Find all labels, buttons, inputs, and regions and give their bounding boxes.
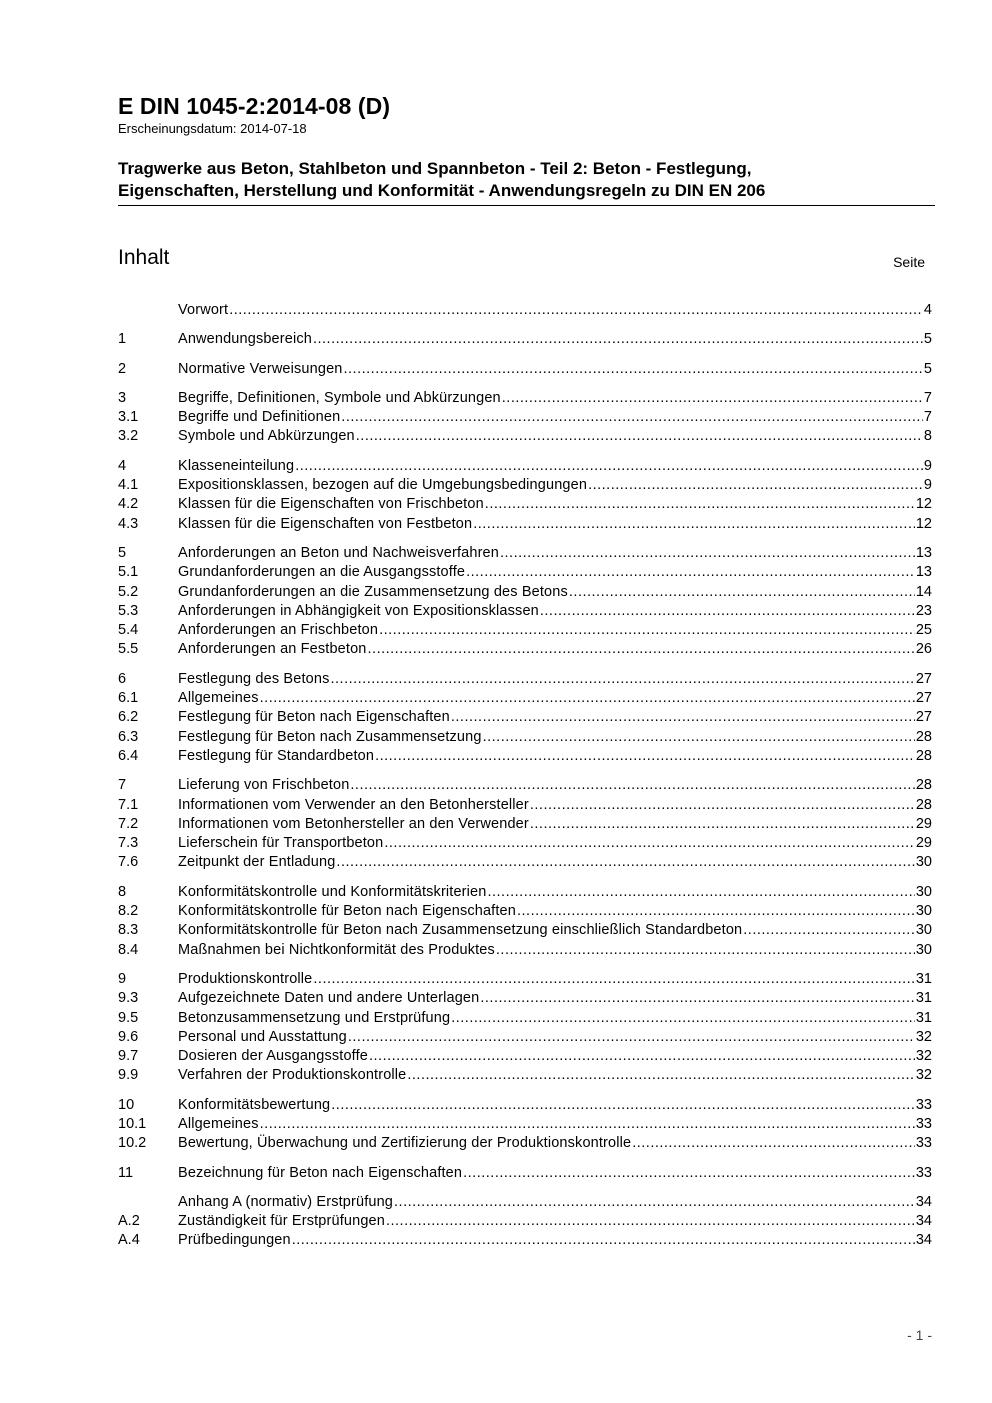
toc-entry-page: 29	[915, 835, 932, 852]
toc-entry[interactable]	[118, 902, 932, 921]
toc-entry-label: Konformitätskontrolle für Beton nach Eigenschaften	[178, 903, 516, 920]
toc-entry[interactable]	[118, 728, 932, 747]
title-line-1: Tragwerke aus Beton, Stahlbeton und Spannbeton - Teil 2: Beton - Festlegung,	[118, 159, 752, 178]
toc-entry[interactable]	[118, 989, 932, 1008]
toc-entry-page: 33	[915, 1115, 932, 1132]
toc-entry-page: 30	[915, 883, 932, 900]
toc-entry-number: A.4	[118, 1232, 140, 1249]
toc-dot-leader	[407, 1066, 914, 1085]
toc-dot-leader	[530, 815, 915, 834]
toc-entry[interactable]	[118, 408, 932, 427]
toc-entry-number: 8.2	[118, 903, 139, 920]
page-number: - 1 -	[907, 1327, 932, 1343]
toc-entry-page: 34	[915, 1213, 932, 1230]
toc-entry-page: 27	[915, 690, 932, 707]
toc-dot-leader	[483, 728, 915, 747]
toc-entry-page: 14	[915, 583, 932, 600]
toc-dot-leader	[496, 941, 915, 960]
toc-entry[interactable]	[118, 883, 932, 902]
toc-entry[interactable]	[118, 1028, 932, 1047]
toc-entry-label: Klassen für die Eigenschaften von Frischbeton	[178, 496, 484, 513]
toc-group	[118, 1096, 932, 1154]
toc-dot-leader	[341, 408, 923, 427]
toc-entry-label: Maßnahmen bei Nichtkonformität des Produktes	[178, 941, 495, 958]
toc-group	[118, 301, 932, 320]
toc-group	[118, 389, 932, 447]
toc-dot-leader	[485, 495, 915, 514]
publication-date: Erscheinungsdatum: 2014-07-18	[118, 121, 307, 136]
toc-dot-leader	[487, 883, 914, 902]
toc-entry[interactable]	[118, 1115, 932, 1134]
toc-entry[interactable]	[118, 1231, 932, 1250]
toc-entry-label: Konformitätsbewertung	[178, 1096, 331, 1113]
toc-entry-number: 1	[118, 331, 127, 348]
toc-entry-number: 9.5	[118, 1009, 139, 1026]
toc-entry-label: Begriffe, Definitionen, Symbole und Abkürzungen	[178, 389, 501, 406]
toc-entry-label: Allgemeines	[178, 1115, 259, 1132]
toc-entry-number: 6	[118, 670, 127, 687]
toc-entry-page: 31	[915, 990, 932, 1007]
toc-entry[interactable]	[118, 476, 932, 495]
toc-entry-label: Klassen für die Eigenschaften von Festbeton	[178, 515, 473, 532]
toc-entry-number: 5.5	[118, 641, 139, 658]
toc-entry-number: 3.1	[118, 409, 139, 426]
toc-dot-leader	[260, 689, 915, 708]
toc-entry-number: 10.1	[118, 1115, 147, 1132]
toc-group	[118, 544, 932, 660]
toc-dot-leader	[375, 747, 915, 766]
toc-dot-leader	[292, 1231, 915, 1250]
toc-entry-page: 28	[915, 796, 932, 813]
toc-entry-number: 7.1	[118, 796, 139, 813]
toc-entry-label: Anwendungsbereich	[178, 331, 312, 348]
toc-entry-label: Anforderungen an Festbeton	[178, 641, 367, 658]
toc-group	[118, 970, 932, 1086]
toc-entry-number: 8	[118, 883, 127, 900]
title-line-2: Eigenschaften, Herstellung und Konformität - Anwendungsregeln zu DIN EN 206	[118, 181, 766, 200]
toc-entry-number: 4.1	[118, 477, 139, 494]
toc-dot-leader	[569, 583, 915, 602]
toc-dot-leader	[344, 360, 923, 379]
toc-group	[118, 670, 932, 766]
toc-dot-leader	[451, 708, 915, 727]
toc-entry-number: 6.1	[118, 690, 139, 707]
toc-entry-page: 4	[923, 302, 932, 318]
toc-dot-leader	[451, 1009, 915, 1028]
toc-group	[118, 883, 932, 960]
toc-dot-leader	[502, 389, 923, 408]
toc-entry-label: Grundanforderungen an die Zusammensetzung des Betons	[178, 583, 568, 600]
toc-entry-label: Betonzusammensetzung und Erstprüfung	[178, 1009, 451, 1026]
toc-entry-number: 2	[118, 360, 127, 377]
toc-entry-number: 5.4	[118, 622, 139, 639]
toc-entry-page: 9	[923, 477, 932, 494]
toc-dot-leader	[463, 1164, 915, 1183]
toc-entry-label: Dosieren der Ausgangsstoffe	[178, 1048, 368, 1065]
toc-dot-leader	[386, 1212, 915, 1231]
toc-group	[118, 360, 932, 379]
toc-group	[118, 776, 932, 872]
toc-entry-page: 7	[923, 409, 932, 426]
toc-dot-leader	[336, 853, 914, 872]
toc-entry-label: Festlegung für Beton nach Eigenschaften	[178, 709, 450, 726]
toc-entry-label: Expositionsklassen, bezogen auf die Umgebungsbedingungen	[178, 477, 588, 494]
toc-entry-number: 11	[118, 1164, 134, 1181]
toc-entry-page: 30	[915, 922, 932, 939]
toc-entry-number: 6.3	[118, 728, 139, 745]
toc-entry[interactable]	[118, 796, 932, 815]
toc-entry-label: Festlegung für Standardbeton	[178, 747, 375, 764]
toc-entry[interactable]	[118, 544, 932, 563]
toc-dot-leader	[517, 902, 915, 921]
toc-entry[interactable]	[118, 495, 932, 514]
toc-dot-leader	[260, 1115, 915, 1134]
toc-entry-page: 33	[915, 1096, 932, 1113]
toc-entry[interactable]	[118, 1134, 932, 1153]
toc-entry[interactable]	[118, 689, 932, 708]
toc-entry-page: 12	[915, 496, 932, 513]
toc-entry-label: Informationen vom Verwender an den Betonhersteller	[178, 796, 529, 813]
toc-entry-label: Festlegung des Betons	[178, 670, 330, 687]
toc-entry[interactable]	[118, 1212, 932, 1231]
toc-entry-page: 8	[923, 428, 932, 445]
toc-dot-leader	[348, 1028, 915, 1047]
toc-entry-page: 30	[915, 854, 932, 871]
toc-entry-page: 28	[915, 747, 932, 764]
toc-dot-leader	[632, 1134, 915, 1153]
toc-entry-page: 23	[915, 602, 932, 619]
toc-entry-number: 7.3	[118, 835, 139, 852]
toc-entry-page: 13	[915, 564, 932, 581]
toc-entry-label: Zeitpunkt der Entladung	[178, 854, 336, 871]
toc-entry-label: Bezeichnung für Beton nach Eigenschaften	[178, 1164, 463, 1181]
toc-entry[interactable]	[118, 1066, 932, 1085]
toc-dot-leader	[466, 563, 915, 582]
toc-dot-leader	[369, 1047, 915, 1066]
toc-entry[interactable]	[118, 621, 932, 640]
toc-entry-page: 32	[915, 1028, 932, 1045]
toc-entry-label: Festlegung für Beton nach Zusammensetzung	[178, 728, 482, 745]
toc-entry-number: 7.2	[118, 815, 139, 832]
toc-entry-page: 5	[923, 331, 932, 348]
toc-entry-label: Anforderungen an Frischbeton	[178, 622, 379, 639]
toc-entry[interactable]	[118, 776, 932, 795]
toc-entry-page: 30	[915, 903, 932, 920]
document-title	[118, 158, 948, 202]
toc-dot-leader	[331, 1096, 915, 1115]
toc-entry[interactable]	[118, 670, 932, 689]
toc-dot-leader	[295, 457, 923, 476]
toc-entry[interactable]	[118, 970, 932, 989]
toc-entry[interactable]	[118, 921, 932, 940]
toc-entry[interactable]	[118, 708, 932, 727]
toc-entry-number: 9	[118, 970, 127, 987]
toc-entry-number: 8.3	[118, 922, 139, 939]
toc-entry[interactable]	[118, 427, 932, 446]
toc-dot-leader	[384, 834, 915, 853]
toc-heading: Inhalt	[118, 246, 170, 269]
toc-entry-number: 3.2	[118, 428, 139, 445]
toc-group	[118, 1193, 932, 1251]
toc-entry-label: Informationen vom Betonhersteller an den Verwender	[178, 815, 529, 832]
toc-entry-page: 33	[915, 1164, 932, 1181]
toc-entry-page: 29	[915, 815, 932, 832]
toc-dot-leader	[356, 427, 923, 446]
toc-entry[interactable]	[118, 747, 932, 766]
toc-entry-number: 8.4	[118, 941, 139, 958]
toc-entry-page: 32	[915, 1067, 932, 1084]
toc-entry-number: 10.2	[118, 1135, 147, 1152]
toc-dot-leader	[229, 301, 923, 320]
toc-dot-leader	[379, 621, 915, 640]
toc-entry-page: 28	[915, 777, 932, 794]
toc-entry-page: 12	[915, 515, 932, 532]
toc-entry[interactable]	[118, 1193, 932, 1212]
toc-entry[interactable]	[118, 1096, 932, 1115]
toc-dot-leader	[368, 640, 915, 659]
toc-dot-leader	[530, 796, 915, 815]
toc-entry[interactable]	[118, 360, 932, 379]
toc-entry-label: Allgemeines	[178, 690, 259, 707]
toc-entry-label: Produktionskontrolle	[178, 970, 313, 987]
toc-entry-label: Verfahren der Produktionskontrolle	[178, 1067, 407, 1084]
toc-entry-number: 6.2	[118, 709, 139, 726]
toc-entry-number: 10	[118, 1096, 135, 1113]
toc-dot-leader	[313, 330, 923, 349]
toc-entry-page: 7	[923, 389, 932, 406]
toc-entry[interactable]	[118, 941, 932, 960]
toc-entry-number: 7.6	[118, 854, 139, 871]
toc-entry-page: 32	[915, 1048, 932, 1065]
toc-entry[interactable]	[118, 515, 932, 534]
toc-entry-number: 4.3	[118, 515, 139, 532]
toc-entry[interactable]	[118, 389, 932, 408]
toc-entry[interactable]	[118, 563, 932, 582]
toc-entry-number: 4.2	[118, 496, 139, 513]
toc-entry[interactable]	[118, 1047, 932, 1066]
toc-entry-label: Klasseneinteilung	[178, 457, 295, 474]
toc-entry-number: 5	[118, 544, 127, 561]
toc-entry-page: 34	[915, 1193, 932, 1210]
toc-entry-number: 7	[118, 777, 127, 794]
toc-entry-page: 27	[915, 670, 932, 687]
toc-entry[interactable]	[118, 330, 932, 349]
page-column-label: Seite	[893, 254, 925, 270]
title-divider	[118, 205, 935, 206]
toc-entry-page: 33	[915, 1135, 932, 1152]
toc-entry-page: 31	[915, 1009, 932, 1026]
toc-entry-number: 5.2	[118, 583, 139, 600]
toc-entry-label: Begriffe und Definitionen	[178, 409, 341, 426]
toc-entry-label: Normative Verweisungen	[178, 360, 343, 377]
toc-dot-leader	[473, 515, 915, 534]
toc-entry-label: Anhang A (normativ) Erstprüfung	[178, 1193, 394, 1210]
toc-entry[interactable]	[118, 457, 932, 476]
toc-entry-label: Bewertung, Überwachung und Zertifizierung der Produktionskontrolle	[178, 1135, 632, 1152]
toc-entry-number: 9.6	[118, 1028, 139, 1045]
toc-entry[interactable]	[118, 853, 932, 872]
toc-entry[interactable]	[118, 301, 932, 320]
table-of-contents	[118, 301, 932, 1261]
toc-entry[interactable]	[118, 583, 932, 602]
document-id: E DIN 1045-2:2014-08 (D)	[118, 93, 391, 119]
toc-dot-leader	[588, 476, 923, 495]
toc-entry-page: 28	[915, 728, 932, 745]
toc-entry-label: Lieferschein für Transportbeton	[178, 835, 384, 852]
toc-entry-number: 9.3	[118, 990, 139, 1007]
toc-entry-label: Konformitätskontrolle und Konformitätskriterien	[178, 883, 487, 900]
toc-group	[118, 457, 932, 534]
toc-entry-number: 3	[118, 389, 127, 406]
toc-entry-page: 34	[915, 1232, 932, 1249]
toc-entry-label: Anforderungen an Beton und Nachweisverfahren	[178, 544, 499, 561]
toc-entry[interactable]	[118, 1009, 932, 1028]
toc-entry-label: Zuständigkeit für Erstprüfungen	[178, 1213, 385, 1230]
toc-entry-label: Personal und Ausstattung	[178, 1028, 347, 1045]
toc-dot-leader	[540, 602, 915, 621]
toc-entry-number: 5.1	[118, 564, 139, 581]
toc-entry-page: 25	[915, 622, 932, 639]
toc-entry-page: 5	[923, 360, 932, 377]
toc-entry-number: A.2	[118, 1213, 140, 1230]
toc-entry-page: 27	[915, 709, 932, 726]
toc-entry-label: Aufgezeichnete Daten und andere Unterlagen	[178, 990, 480, 1007]
toc-entry-label: Anforderungen in Abhängigkeit von Expositionsklassen	[178, 602, 539, 619]
toc-dot-leader	[394, 1193, 915, 1212]
toc-entry-number: 5.3	[118, 602, 139, 619]
toc-entry-label: Grundanforderungen an die Ausgangsstoffe	[178, 564, 466, 581]
toc-dot-leader	[743, 921, 915, 940]
toc-entry-number: 6.4	[118, 747, 139, 764]
toc-entry-page: 9	[923, 457, 932, 474]
toc-dot-leader	[350, 776, 914, 795]
toc-entry-label: Konformitätskontrolle für Beton nach Zusammensetzung einschließlich Standardbeton	[178, 922, 743, 939]
toc-group	[118, 1164, 932, 1183]
toc-entry-label: Lieferung von Frischbeton	[178, 777, 350, 794]
toc-entry-page: 13	[915, 544, 932, 561]
toc-dot-leader	[330, 670, 914, 689]
toc-entry[interactable]	[118, 1164, 932, 1183]
toc-dot-leader	[500, 544, 915, 563]
toc-dot-leader	[313, 970, 914, 989]
toc-entry-label: Symbole und Abkürzungen	[178, 428, 355, 445]
toc-entry-number: 9.7	[118, 1048, 139, 1065]
toc-entry[interactable]	[118, 640, 932, 659]
toc-entry-number: 4	[118, 457, 127, 474]
toc-entry-label: Vorwort	[178, 302, 229, 318]
toc-entry[interactable]	[118, 602, 932, 621]
toc-entry[interactable]	[118, 815, 932, 834]
toc-entry-page: 31	[915, 970, 932, 987]
toc-group	[118, 330, 932, 349]
toc-entry-page: 30	[915, 941, 932, 958]
toc-entry-label: Prüfbedingungen	[178, 1232, 291, 1249]
toc-entry[interactable]	[118, 834, 932, 853]
toc-entry-number: 9.9	[118, 1067, 139, 1084]
toc-entry-page: 26	[915, 641, 932, 658]
toc-dot-leader	[480, 989, 915, 1008]
